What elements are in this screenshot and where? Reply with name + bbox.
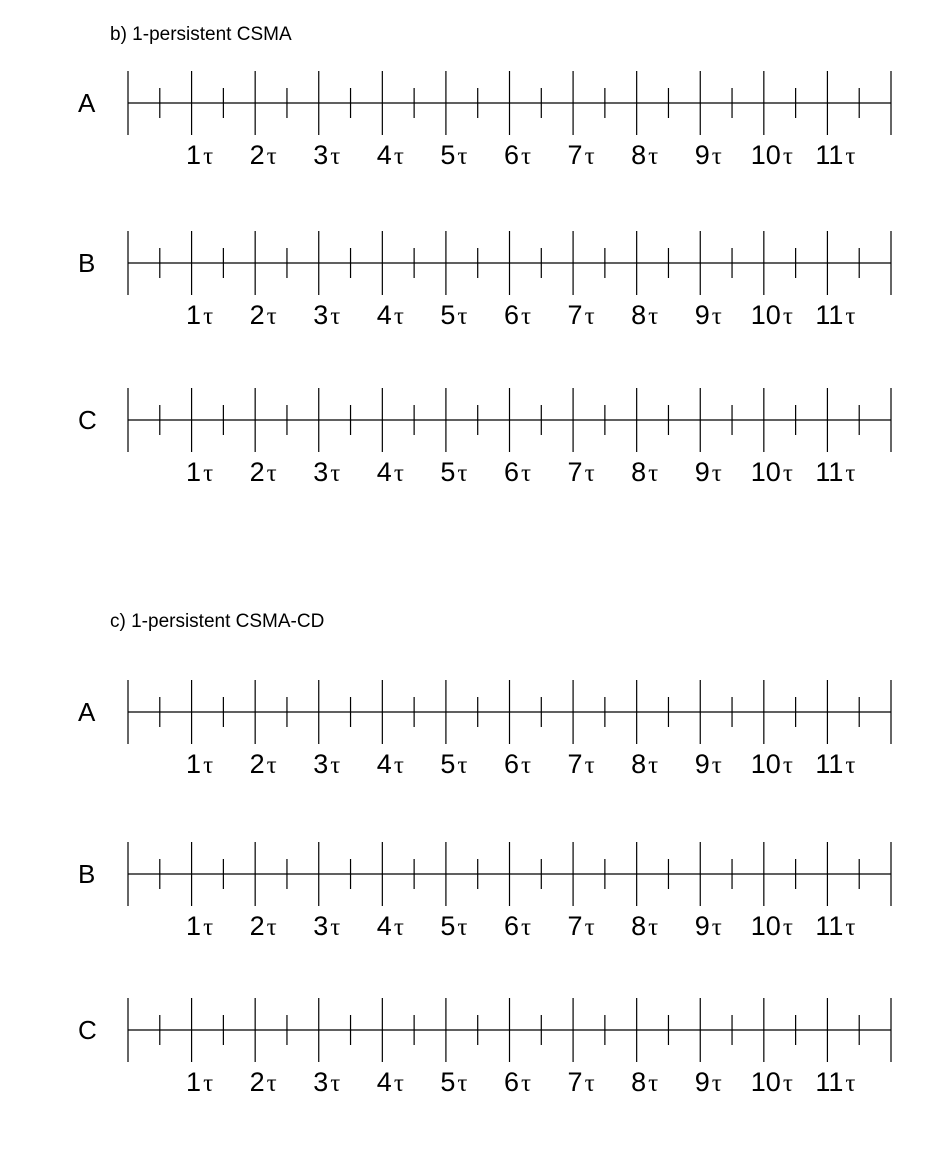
station-label: A — [78, 697, 96, 727]
tick-label-unit: τ — [584, 1070, 595, 1097]
tick-label — [695, 1067, 722, 1097]
tick-label — [186, 1067, 213, 1097]
tick-label-number: 1 — [186, 140, 202, 170]
tick-label-unit: τ — [584, 460, 595, 487]
tick-label-unit: τ — [203, 1070, 214, 1097]
tick-label — [504, 300, 531, 330]
tick-label — [186, 457, 213, 487]
section-c — [78, 611, 891, 1097]
tick-label — [377, 749, 404, 779]
tick-label-unit: τ — [203, 914, 214, 941]
tick-label-unit: τ — [330, 143, 341, 170]
tick-label-unit: τ — [266, 303, 277, 330]
tick-label-number: 10 — [750, 1067, 781, 1097]
tick-label-unit: τ — [266, 143, 277, 170]
tick-label — [631, 1067, 658, 1097]
tick-label-number: 11 — [815, 749, 844, 779]
tick-label — [186, 140, 213, 170]
tick-label — [440, 911, 467, 941]
tick-label — [504, 1067, 531, 1097]
station-timeline-c — [78, 388, 891, 487]
station-label: B — [78, 859, 96, 889]
tick-label-unit: τ — [393, 752, 404, 779]
tick-label-number: 1 — [186, 457, 202, 487]
station-label: A — [78, 88, 96, 118]
tick-label — [631, 300, 658, 330]
tick-label-number: 8 — [631, 300, 647, 330]
tick-label-number: 4 — [376, 457, 392, 487]
tick-label-number: 7 — [567, 140, 583, 170]
tick-label-unit: τ — [457, 460, 468, 487]
tick-label — [440, 300, 467, 330]
tick-label-number: 2 — [249, 140, 265, 170]
tick-label-number: 6 — [503, 300, 519, 330]
tick-label — [815, 1067, 855, 1097]
tick-label-unit: τ — [711, 1070, 722, 1097]
tick-label — [250, 457, 277, 487]
tick-label — [751, 457, 793, 487]
tick-label-number: 11 — [815, 1067, 844, 1097]
tick-label — [186, 300, 213, 330]
station-label: B — [78, 248, 96, 278]
tick-label — [631, 911, 658, 941]
tick-label-number: 9 — [694, 457, 710, 487]
tick-label-number: 8 — [631, 749, 647, 779]
tick-label-unit: τ — [203, 143, 214, 170]
tick-label-number: 9 — [694, 749, 710, 779]
tick-label — [695, 457, 722, 487]
tick-label-number: 6 — [503, 1067, 519, 1097]
tick-label-unit: τ — [457, 914, 468, 941]
station-timeline-a — [78, 680, 891, 779]
tick-label-number: 7 — [567, 749, 583, 779]
tick-label-number: 9 — [694, 911, 710, 941]
tick-label — [815, 749, 855, 779]
tick-label — [815, 457, 855, 487]
tick-label-unit: τ — [520, 752, 532, 779]
tick-label — [250, 1067, 277, 1097]
tick-label-unit: τ — [520, 460, 532, 487]
tick-label-number: 3 — [313, 457, 329, 487]
tick-label-unit: τ — [457, 1070, 468, 1097]
tick-label-unit: τ — [782, 460, 793, 487]
tick-label-unit: τ — [782, 143, 793, 170]
tick-label — [568, 911, 595, 941]
tick-label — [504, 749, 531, 779]
tick-label-unit: τ — [266, 752, 277, 779]
tick-label — [568, 140, 595, 170]
tick-label — [631, 749, 658, 779]
tick-label — [377, 1067, 404, 1097]
tick-label-unit: τ — [711, 752, 722, 779]
tick-label-unit: τ — [330, 303, 341, 330]
tick-label-number: 1 — [186, 300, 202, 330]
tick-label-number: 9 — [694, 140, 710, 170]
tick-label-unit: τ — [266, 914, 277, 941]
tick-label-number: 1 — [186, 1067, 202, 1097]
tick-label — [631, 457, 658, 487]
tick-label-unit: τ — [330, 914, 341, 941]
tick-label — [695, 140, 722, 170]
tick-label-unit: τ — [520, 303, 532, 330]
tick-label — [504, 140, 531, 170]
tick-label-number: 4 — [376, 1067, 392, 1097]
tick-label-number: 7 — [567, 300, 583, 330]
tick-label-number: 6 — [503, 140, 519, 170]
tick-label-number: 2 — [249, 300, 265, 330]
tick-label-number: 11 — [815, 140, 844, 170]
tick-label — [631, 140, 658, 170]
tick-label-number: 8 — [631, 140, 647, 170]
tick-label-number: 4 — [376, 300, 392, 330]
tick-label — [568, 457, 595, 487]
section-b — [78, 24, 891, 487]
tick-label-unit: τ — [584, 752, 595, 779]
tick-label — [695, 911, 722, 941]
tick-label-number: 5 — [440, 1067, 456, 1097]
tick-label-number: 2 — [249, 1067, 265, 1097]
tick-label — [751, 911, 793, 941]
tick-label — [815, 300, 855, 330]
tick-label-number: 4 — [376, 911, 392, 941]
section-title-c: c) 1-persistent CSMA-CD — [110, 611, 325, 632]
tick-label — [440, 457, 467, 487]
tick-label-number: 9 — [694, 1067, 710, 1097]
tick-label-number: 10 — [750, 749, 781, 779]
tick-label-number: 5 — [440, 140, 456, 170]
tick-label-number: 2 — [249, 457, 265, 487]
tick-label-unit: τ — [648, 1070, 659, 1097]
tick-label-number: 8 — [631, 457, 647, 487]
tick-label-number: 8 — [631, 911, 647, 941]
tick-label-number: 3 — [313, 749, 329, 779]
tick-label — [695, 749, 722, 779]
tick-label-number: 4 — [376, 749, 392, 779]
tick-label-unit: τ — [845, 1070, 856, 1097]
tick-label-number: 7 — [567, 911, 583, 941]
tick-label-unit: τ — [711, 914, 722, 941]
tick-label-unit: τ — [648, 752, 659, 779]
tick-label-unit: τ — [648, 143, 659, 170]
tick-label-number: 7 — [567, 1067, 583, 1097]
tick-label-number: 1 — [186, 749, 202, 779]
tick-label-number: 1 — [186, 911, 202, 941]
tick-label — [815, 140, 855, 170]
tick-label-unit: τ — [845, 914, 856, 941]
tick-label-number: 2 — [249, 749, 265, 779]
tick-label — [250, 140, 277, 170]
tick-label-unit: τ — [584, 143, 595, 170]
section-title-b: b) 1-persistent CSMA — [110, 24, 292, 45]
tick-label — [751, 300, 793, 330]
tick-label-number: 5 — [440, 911, 456, 941]
tick-label-number: 3 — [313, 1067, 329, 1097]
tick-label-unit: τ — [393, 143, 404, 170]
tick-label-unit: τ — [845, 143, 856, 170]
tick-label — [313, 911, 340, 941]
tick-label — [313, 1067, 340, 1097]
tick-label-unit: τ — [520, 143, 532, 170]
tick-label — [751, 1067, 793, 1097]
tick-label-unit: τ — [782, 752, 793, 779]
tick-label-unit: τ — [330, 752, 341, 779]
tick-label-unit: τ — [266, 1070, 277, 1097]
tick-label — [313, 457, 340, 487]
tick-label — [440, 140, 467, 170]
tick-label-unit: τ — [203, 460, 214, 487]
tick-label-unit: τ — [457, 303, 468, 330]
tick-label-number: 5 — [440, 457, 456, 487]
tick-label-number: 7 — [567, 457, 583, 487]
station-timeline-c — [78, 998, 891, 1097]
tick-label-unit: τ — [393, 460, 404, 487]
tick-label-number: 11 — [815, 300, 844, 330]
tick-label-unit: τ — [203, 303, 214, 330]
tick-label-unit: τ — [520, 1070, 532, 1097]
tick-label-number: 10 — [750, 911, 781, 941]
station-timeline-a — [78, 71, 891, 170]
tick-label-unit: τ — [393, 1070, 404, 1097]
tick-label-unit: τ — [457, 143, 468, 170]
tick-label-unit: τ — [393, 303, 404, 330]
tick-label-unit: τ — [845, 460, 856, 487]
tick-label-number: 11 — [815, 911, 844, 941]
tick-label-number: 10 — [750, 300, 781, 330]
tick-label — [313, 749, 340, 779]
tick-label-number: 5 — [440, 300, 456, 330]
tick-label — [377, 140, 404, 170]
tick-label — [377, 457, 404, 487]
tick-label — [815, 911, 855, 941]
tick-label — [504, 457, 531, 487]
tick-label-unit: τ — [711, 303, 722, 330]
tick-label-number: 10 — [750, 457, 781, 487]
tick-label-number: 6 — [503, 911, 519, 941]
tick-label — [250, 911, 277, 941]
tick-label-number: 4 — [376, 140, 392, 170]
tick-label-unit: τ — [584, 914, 595, 941]
tick-label-number: 9 — [694, 300, 710, 330]
tick-label — [440, 749, 467, 779]
tick-label-number: 6 — [503, 749, 519, 779]
tick-label-unit: τ — [457, 752, 468, 779]
tick-label-number: 8 — [631, 1067, 647, 1097]
tick-label-number: 3 — [313, 911, 329, 941]
tick-label — [568, 300, 595, 330]
tick-label-unit: τ — [330, 460, 341, 487]
tick-label-unit: τ — [782, 1070, 793, 1097]
tick-label-unit: τ — [584, 303, 595, 330]
tick-label — [568, 1067, 595, 1097]
tick-label-number: 3 — [313, 140, 329, 170]
tick-label — [313, 300, 340, 330]
tick-label-number: 5 — [440, 749, 456, 779]
tick-label-unit: τ — [648, 914, 659, 941]
tick-label-number: 11 — [815, 457, 844, 487]
station-timeline-b — [78, 842, 891, 941]
tick-label — [186, 749, 213, 779]
tick-label — [751, 749, 793, 779]
tick-label-unit: τ — [782, 303, 793, 330]
tick-label-unit: τ — [330, 1070, 341, 1097]
tick-label — [250, 749, 277, 779]
tick-label-unit: τ — [203, 752, 214, 779]
tick-label — [504, 911, 531, 941]
tick-label — [377, 300, 404, 330]
tick-label-unit: τ — [266, 460, 277, 487]
tick-label-unit: τ — [648, 303, 659, 330]
tick-label-unit: τ — [782, 914, 793, 941]
tick-label-number: 6 — [503, 457, 519, 487]
tick-label-unit: τ — [520, 914, 532, 941]
station-label: C — [78, 405, 97, 435]
tick-label-unit: τ — [845, 303, 856, 330]
station-label: C — [78, 1015, 97, 1045]
tick-label-unit: τ — [845, 752, 856, 779]
tick-label-unit: τ — [648, 460, 659, 487]
tick-label-number: 2 — [249, 911, 265, 941]
station-timeline-b — [78, 231, 891, 330]
tick-label-unit: τ — [393, 914, 404, 941]
tick-label — [313, 140, 340, 170]
tick-label — [186, 911, 213, 941]
tick-label — [695, 300, 722, 330]
tick-label — [440, 1067, 467, 1097]
tick-label — [568, 749, 595, 779]
tick-label — [250, 300, 277, 330]
tick-label-number: 3 — [313, 300, 329, 330]
tick-label-unit: τ — [711, 460, 722, 487]
tick-label — [751, 140, 793, 170]
tick-label-number: 10 — [750, 140, 781, 170]
tick-label — [377, 911, 404, 941]
tick-label-unit: τ — [711, 143, 722, 170]
